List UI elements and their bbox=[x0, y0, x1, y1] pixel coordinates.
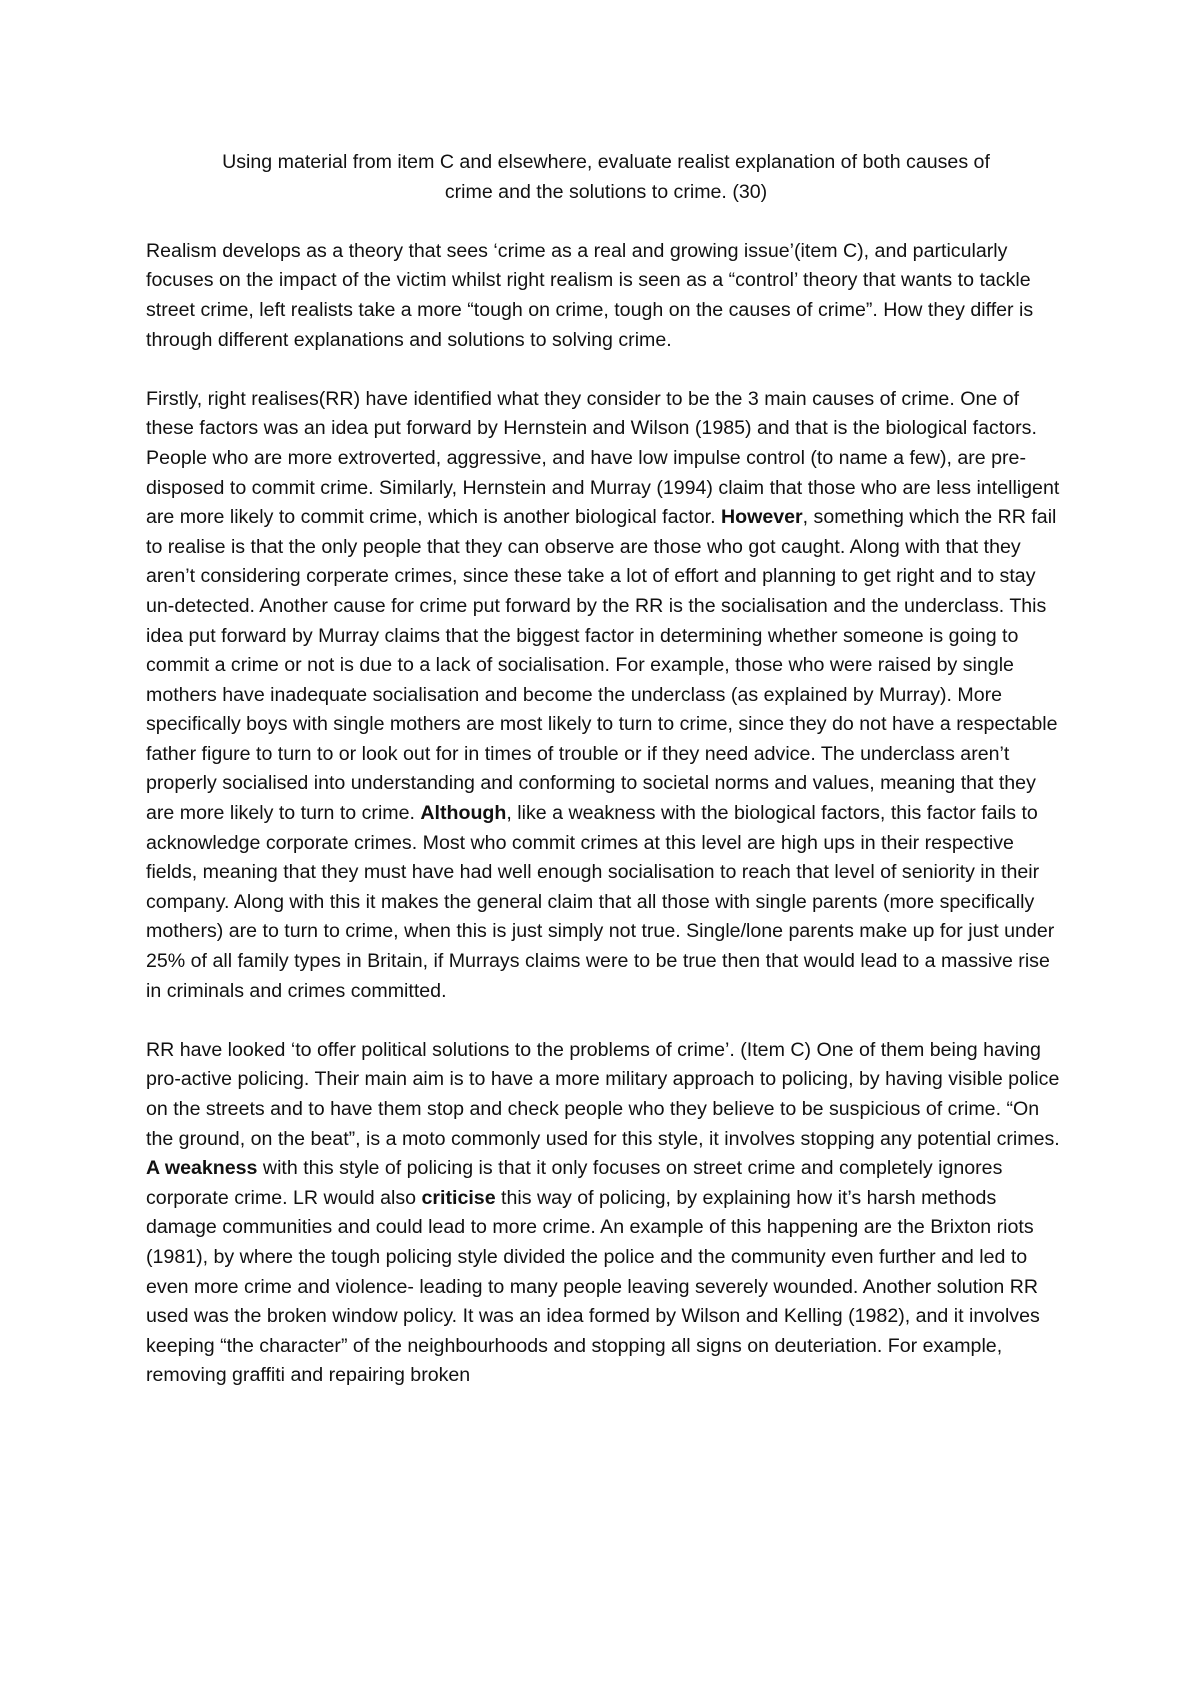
essay-question bbox=[146, 148, 1066, 207]
document-page bbox=[146, 148, 1066, 1421]
solutions-text-1: RR have looked ‘to offer political solutions to the problems of crime’. (Item C) One of them being having pro-active policing. Their main aim is to have a more military approach to policing, by having visible police on the streets and to have them stop and check people who they believe to be suspicious of crime. “On the ground, on the beat”, is a moto commonly used for this style, it involves stopping any potential crimes. bbox=[146, 1038, 1060, 1150]
intro-paragraph: Realism develops as a theory that sees ‘crime as a real and growing issue’(item C), and particularly focuses on the impact of the victim whilst right realism is seen as a “control’ theory that wants to tackle street crime, left realists take a more “tough on crime, tough on the causes of crime”. How they differ is through different explanations and solutions to solving crime. bbox=[146, 239, 1034, 351]
causes-paragraph bbox=[146, 385, 1066, 1006]
solutions-text-2: with this style of policing is that it only focuses on street crime and completely ignores corporate crime. LR would also bbox=[146, 1157, 1003, 1209]
solutions-bold-criticise: criticise bbox=[421, 1186, 496, 1209]
solutions-bold-weakness: A weakness bbox=[146, 1157, 258, 1180]
solutions-text-3: this way of policing, by explaining how it’s harsh methods damage communities and could lead to more crime. An example of this happening are the Brixton riots (1981), by where the tough policing style divided the police and the community even further and led to even more crime and violence- leading to many people leaving severely wounded. Another solution RR used was the broken window policy. It was an idea formed by Wilson and Kelling (1982), and it involves keeping “the character” of the neighbourhoods and stopping all signs on deuteriation. For example, removing graffiti and repairing broken bbox=[146, 1186, 1040, 1387]
causes-text-2: , something which the RR fail to realise is that the only people that they can observe are those who got caught. Along with that they aren’t considering corperate crimes, since these take a lot of effort and planning to get right and to stay un-detected. Another cause for crime put forward by the RR is the socialisation and the underclass. This idea put forward by Murray claims that the biggest factor in determining whether someone is going to commit a crime or not is due to a lack of socialisation. For example, those who were raised by single mothers have inadequate socialisation and become the underclass (as explained by Murray). More specifically boys with single mothers are most likely to turn to crime, since they do not have a respectable father figure to turn to or look out for in times of trouble or if they need advice. The underclass aren’t properly socialised into understanding and conforming to societal norms and values, meaning that they are more likely to turn to crime. bbox=[146, 506, 1058, 825]
essay-question-line-2: crime and the solutions to crime. (30) bbox=[444, 180, 768, 203]
causes-bold-however: However bbox=[720, 506, 803, 529]
causes-text-3: , like a weakness with the biological factors, this factor fails to acknowledge corporate crimes. Most who commit crimes at this level are high ups in their respective fields, meaning that they must have had well enough socialisation to reach that level of seniority in their company. Along with this it makes the general claim that all those with single parents (more specifically mothers) are to turn to crime, when this is just simply not true. Single/lone parents make up for just under 25% of all family types in Britain, if Murrays claims were to be true then that would lead to a massive rise in criminals and crimes committed. bbox=[146, 802, 1055, 1002]
causes-text-1: Firstly, right realises(RR) have identified what they consider to be the 3 main causes of crime. One of these factors was an idea put forward by Hernstein and Wilson (1985) and that is the biological factors. People who are more extroverted, aggressive, and have low impulse control (to name a few), are pre-disposed to commit crime. Similarly, Hernstein and Murray (1994) claim that those who are less intelligent are more likely to commit crime, which is another biological factor. bbox=[146, 387, 1060, 529]
causes-bold-although: Although bbox=[420, 802, 507, 825]
essay-question-line-1: Using material from item C and elsewhere, evaluate realist explanation of both causes of bbox=[222, 151, 990, 173]
solutions-paragraph bbox=[146, 1036, 1066, 1391]
